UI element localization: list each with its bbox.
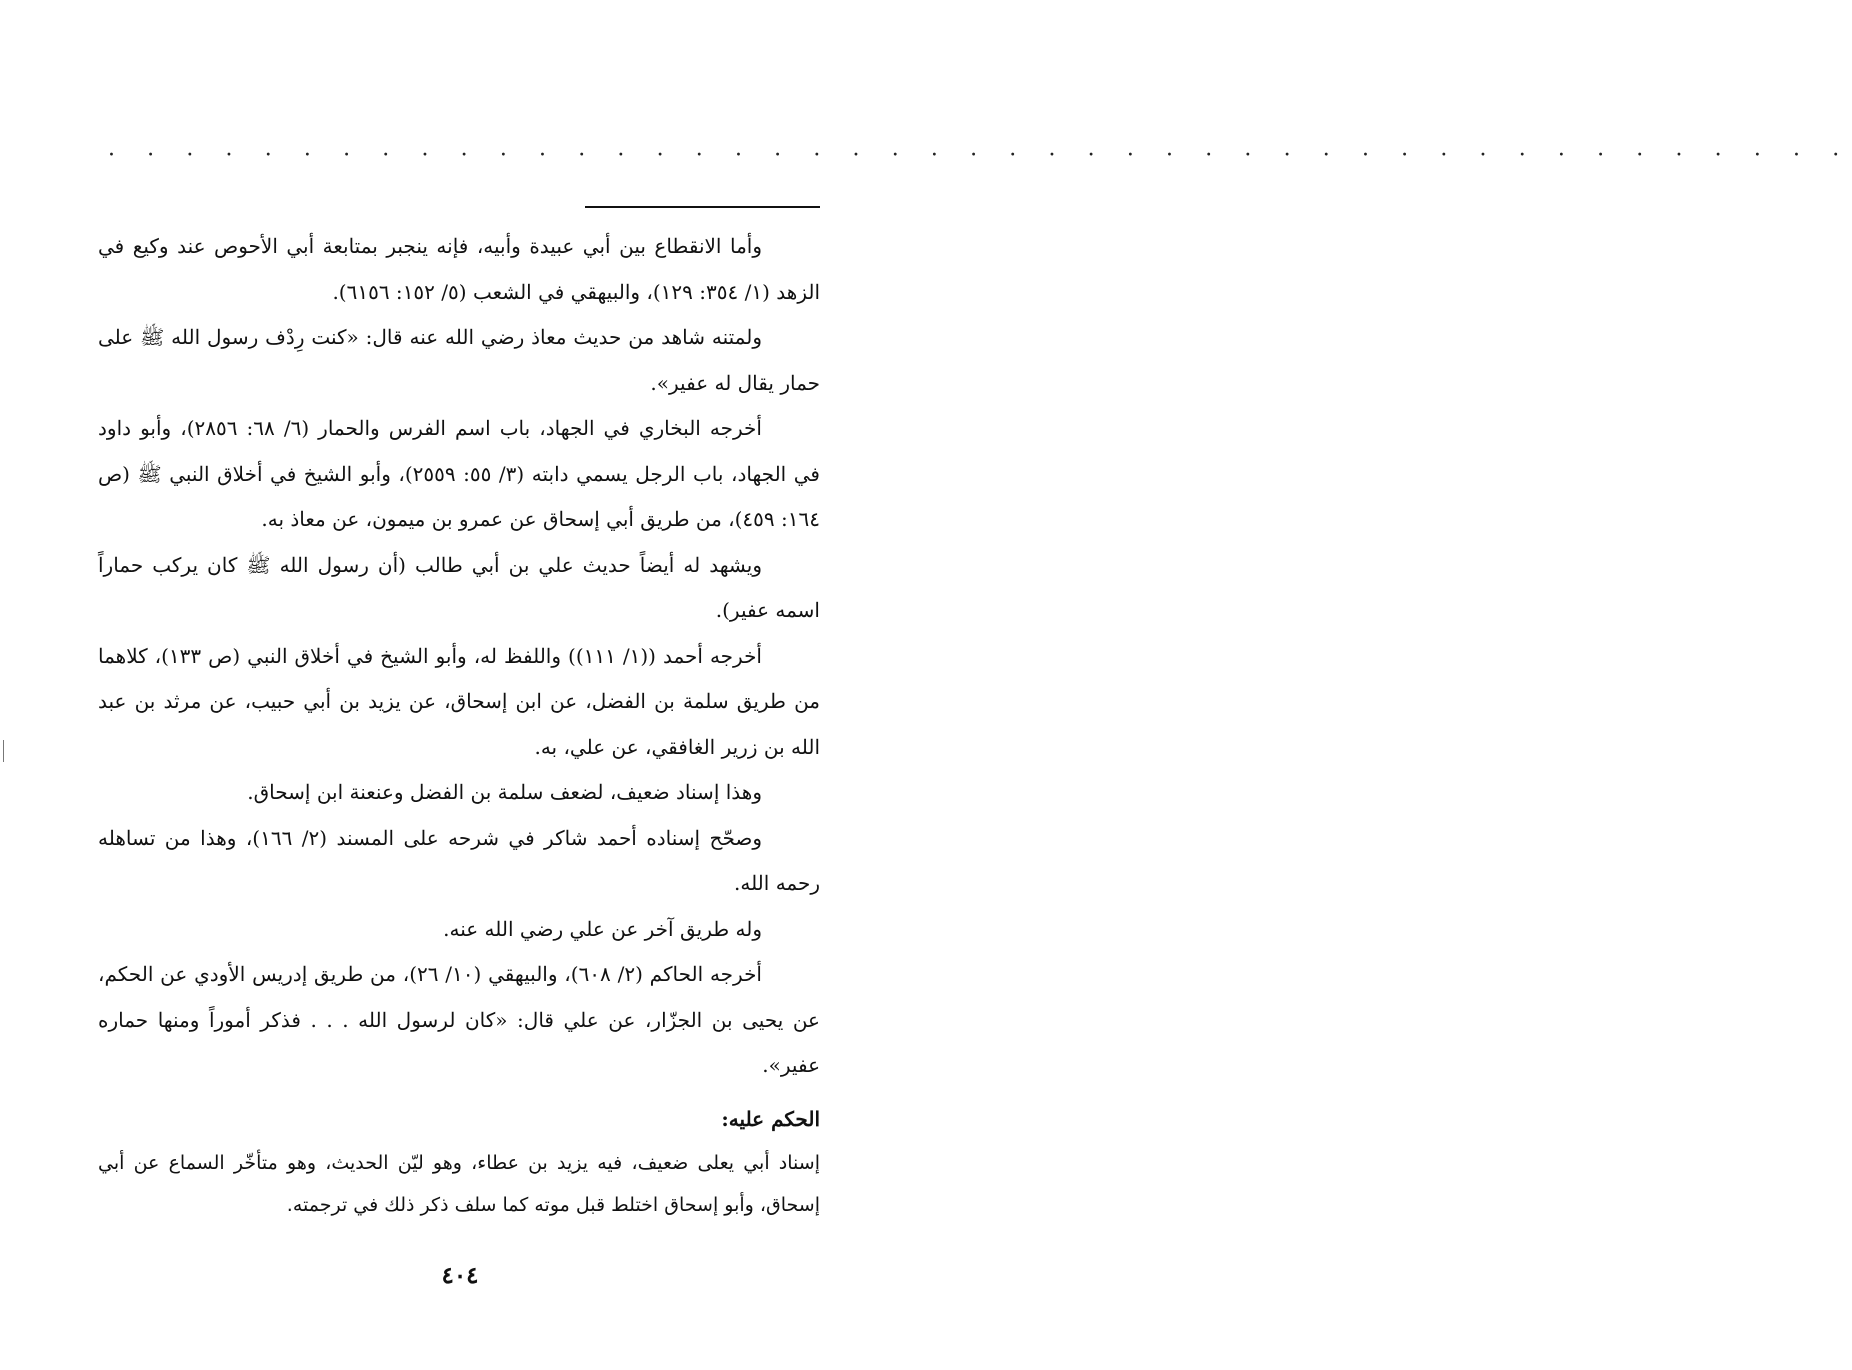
ruling-heading: الحكم عليه: — [721, 1106, 820, 1131]
paragraph-1: وأما الانقطاع بين أبي عبيدة وأبيه، فإنه ينجبر بمتابعة أبي الأحوص عند وكيع في الزهد (١/ ٣٥٤: ١٢٩)، والبيهقي في الشعب (٥/ ١٥٢: ٦١٥٦). — [98, 234, 820, 304]
paragraph-5: أخرجه أحمد ((١/ ١١١)) واللفظ له، وأبو الشيخ في أخلاق النبي (ص ١٣٣)، كلاهما من طريق سلمة بن الفضل، عن ابن إسحاق، عن يزيد بن أبي حبيب، عن مرثد بن عبد الله بن زرير الغافقي، عن علي، به. — [98, 643, 820, 759]
paragraph-6: وهذا إسناد ضعيف، لضعف سلمة بن الفضل وعنعنة ابن إسحاق. — [247, 780, 762, 804]
footnote-rule — [585, 206, 820, 208]
paragraph-9: أخرجه الحاكم (٢/ ٦٠٨)، والبيهقي (١٠/ ٢٦)، من طريق إدريس الأودي عن الحكم، عن يحيى بن الجزّار، عن علي قال: «كان لرسول الله . . . فذكر أموراً ومنها حماره عفير». — [98, 962, 820, 1077]
ruling-paragraph: إسناد أبي يعلى ضعيف، فيه يزيد بن عطاء، وهو ليّن الحديث، وهو متأخّر السماع عن أبي إسحاق، وأبو إسحاق اختلط قبل موته كما سلف ذكر ذلك في ترجمته. — [98, 1151, 820, 1216]
paragraph-8: وله طريق آخر عن علي رضي الله عنه. — [443, 916, 762, 941]
scan-edge-mark — [3, 740, 4, 762]
dotted-separator: · · · · · · · · · · · · · · · · · · · · · · · · · · · · · · · · · · · · · · · · · · · · · — [108, 143, 1852, 168]
paragraph-2: ولمتنه شاهد من حديث معاذ رضي الله عنه قال: «كنت رِدْف رسول الله ﷺ على حمار يقال له عفير». — [98, 325, 820, 395]
paragraph-4: ويشهد له أيضاً حديث علي بن أبي طالب (أن رسول الله ﷺ كان يركب حماراً اسمه عفير). — [98, 552, 820, 622]
paragraph-3: أخرجه البخاري في الجهاد، باب اسم الفرس والحمار (٦/ ٦٨: ٢٨٥٦)، وأبو داود في الجهاد، باب الرجل يسمي دابته (٣/ ٥٥: ٢٥٥٩)، وأبو الشيخ في أخلاق النبي ﷺ (ص ١٦٤: ٤٥٩)، من طريق أبي إسحاق عن عمرو بن ميمون، عن معاذ به. — [98, 416, 820, 531]
paragraph-7: وصحّح إسناده أحمد شاكر في شرحه على المسند (٢/ ١٦٦)، وهذا من تساهله رحمه الله. — [98, 825, 820, 895]
body-text — [98, 224, 820, 1226]
page-number: ٤٠٤ — [441, 1262, 479, 1289]
